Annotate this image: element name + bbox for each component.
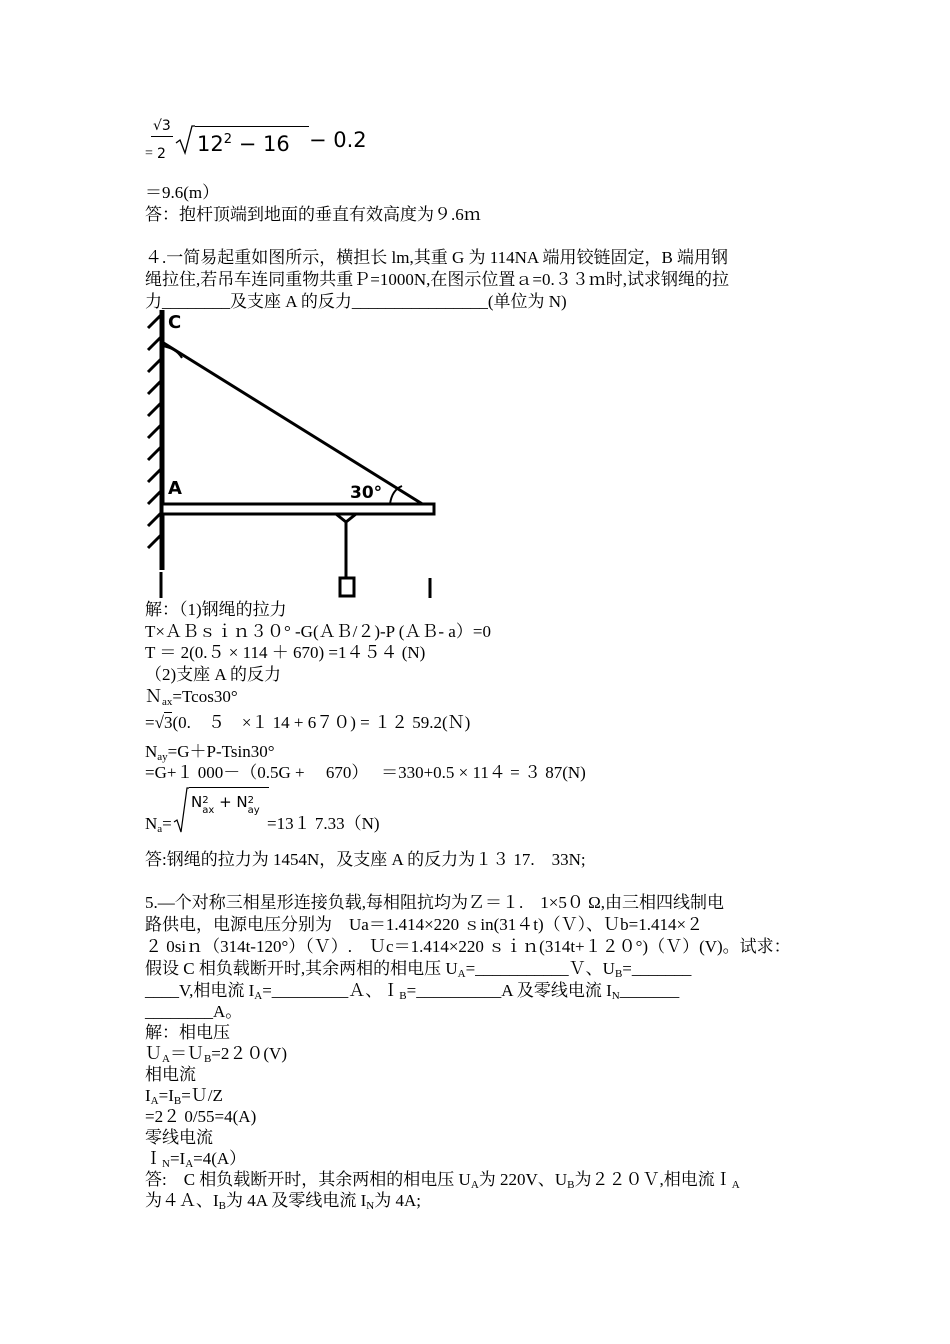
text: =2２０(V)	[211, 1044, 287, 1063]
text: ＝Ｕ	[169, 1044, 204, 1063]
expression: =G＋P-Tsin30°	[167, 742, 275, 761]
q5-answer-2	[145, 1191, 421, 1216]
q4-answer: 答:钢绳的拉力为 1454N，及支座 A 的反力为１３ 17. 33N;	[145, 850, 586, 869]
text: 假设 C 相负载断开时,其余两相的相电压 U	[145, 959, 458, 978]
eq-sign: =	[162, 814, 172, 833]
subscript: B	[218, 1200, 227, 1212]
text: =___________Ｖ、U	[465, 959, 615, 978]
expression: =Tcos30°	[172, 687, 238, 706]
text: ____V,相电流 I	[145, 981, 255, 1000]
subscript: A	[457, 968, 466, 980]
subscript: B	[614, 968, 623, 980]
radicand-base: 12	[197, 132, 224, 156]
q3-answer: 答：抱杆顶端到地面的垂直有效高度为９.6ｍ	[145, 205, 481, 224]
q4-sol-6	[145, 713, 470, 733]
label-a: A	[168, 478, 182, 499]
q5-line-2: 路供电，电源电压分别为 Ua＝1.414×220 ｓin(31４t)（Ｖ）、Ｕb=1.414×２	[145, 915, 704, 934]
sqrt-three	[155, 713, 173, 733]
expression: (0. ５ ×１ 14 + 6７０) = １２ 59.2(Ｎ)	[172, 713, 471, 732]
fraction-denominator: 2	[157, 146, 166, 162]
text: =4(A）	[193, 1149, 247, 1168]
symbol-n: Ｎ	[145, 687, 162, 706]
term-n: N	[191, 793, 203, 811]
q5-sol-5: =2２ 0/55=4(A)	[145, 1107, 257, 1126]
q5-line-6: ________A。	[145, 1002, 243, 1021]
subscript: N	[366, 1200, 375, 1212]
text: 答: C 相负载断开时，其余两相的相电压 U	[145, 1170, 471, 1189]
q5-line-1: 5.—个对称三相星形连接负载,每相阻抗均为Ｚ＝１. 1×5０ Ω,由三相四线制电	[145, 893, 724, 912]
steel-rope	[162, 342, 432, 510]
label-angle: 30°	[350, 483, 383, 503]
formula-tail: − 0.2	[309, 128, 367, 152]
subscript: N	[611, 990, 620, 1002]
radicand-rest: − 16	[232, 132, 290, 156]
text: =__________A 及零线电流 I	[406, 981, 612, 1000]
text: 为２２０Ｖ,相电流Ｉ	[574, 1170, 732, 1189]
q5-sol-3: 相电流	[145, 1065, 196, 1084]
fraction-bar	[151, 136, 173, 137]
q4-sol-1: 解：（1)钢绳的拉力	[145, 600, 287, 619]
text: =_________Ａ、Ｉ	[262, 981, 400, 1000]
symbol-n: N	[145, 742, 158, 761]
subscript: ay	[247, 805, 260, 816]
q4-line-2: 绳拉住,若吊车连同重物共重Ｐ=1000N,在图示位置ａ=0.３３ｍ时,试求钢绳的拉	[145, 270, 729, 289]
formula-prefix: =	[145, 146, 153, 161]
label-c: C	[168, 312, 182, 333]
q4-line-1: ４.一简易起重如图所示，横担长 lm,其重 G 为 114NA 端用铰链固定，B 端用钢	[145, 248, 729, 267]
radicand-exponent: 2	[223, 132, 233, 147]
na-label	[145, 814, 172, 839]
subscript: A	[731, 1179, 740, 1191]
subscript: ay	[157, 751, 168, 763]
q4-sol-5	[145, 687, 238, 712]
sup-sub-stack	[248, 796, 260, 816]
text: =I	[169, 1149, 186, 1168]
subscript: ax	[202, 805, 215, 816]
q4-sol-9	[145, 786, 445, 836]
q5-line-3: ２ 0siｎ（314t-120°）（Ｖ）. Ｕc＝1.414×220 ｓｉｎ(314t+１２０°)（Ｖ）(V)。试求：	[145, 937, 791, 956]
q5-sol-6: 零线电流	[145, 1128, 213, 1147]
text: Ｉ	[145, 1149, 162, 1168]
superscript: 2	[247, 795, 255, 806]
subscript: B	[203, 1053, 212, 1065]
q4-sol-8: =G+１ 000－（0.5G + 670） ＝330+0.5 × 11４ = ３ 87(N)	[145, 763, 586, 782]
text: =I	[158, 1086, 174, 1105]
subscript: N	[162, 1158, 170, 1170]
beam	[162, 504, 434, 514]
radical-sign	[173, 786, 189, 834]
formula-top	[145, 118, 385, 164]
text: =Ｕ/Z	[181, 1086, 223, 1105]
sqrt-symbol-icon: √	[154, 713, 164, 732]
text: 为４Ａ、I	[145, 1191, 219, 1210]
radicand	[197, 127, 290, 157]
q3-result: ＝9.6(m）	[145, 183, 220, 202]
radical-overline	[189, 787, 269, 788]
subscript: A	[185, 1158, 194, 1170]
load-weight	[340, 578, 354, 596]
radical-sign	[175, 124, 195, 156]
subscript: A	[470, 1179, 479, 1191]
text: =_______	[622, 959, 692, 978]
subscript: ax	[162, 696, 173, 708]
subscript: B	[567, 1179, 575, 1191]
text: 为 4A 及零线电流 I	[226, 1191, 367, 1210]
crane-figure	[140, 308, 445, 603]
q4-sol-3: T ＝ 2(0.５ × 114 ＋ 670) =1４５４ (N)	[145, 643, 426, 662]
subscript: A	[162, 1053, 170, 1065]
na-result: =13１ 7.33（N)	[267, 814, 380, 833]
radicand	[191, 792, 260, 816]
subscript: A	[150, 1095, 159, 1107]
text: 为 220V、U	[478, 1170, 568, 1189]
eq-sign: =	[145, 713, 155, 732]
text: _______	[619, 981, 680, 1000]
q4-sol-4: （2)支座 A 的反力	[145, 665, 281, 684]
q4-sol-2: T×ＡＢｓｉｎ３０° -G(ＡＢ/２)-P (ＡＢ- a）=0	[145, 622, 491, 641]
subscript: a	[157, 823, 163, 835]
subscript: A	[254, 990, 263, 1002]
q5-sol-1: 解：相电压	[145, 1023, 230, 1042]
sup-sub-stack	[202, 796, 214, 816]
text: Ｕ	[145, 1044, 162, 1063]
text: 为 4A;	[374, 1191, 421, 1210]
term-n: N	[236, 793, 248, 811]
fraction-numerator: √3	[153, 118, 171, 134]
superscript: 2	[202, 795, 209, 806]
symbol-n: N	[145, 814, 158, 833]
subscript: B	[173, 1095, 182, 1107]
subscript: B	[399, 990, 407, 1002]
plus-sign: +	[219, 793, 232, 811]
text: I	[145, 1086, 151, 1105]
sqrt-radicand: 3	[163, 713, 173, 732]
q4-line-3: 力________及支座 A 的反力________________(单位为 N)	[145, 292, 567, 311]
